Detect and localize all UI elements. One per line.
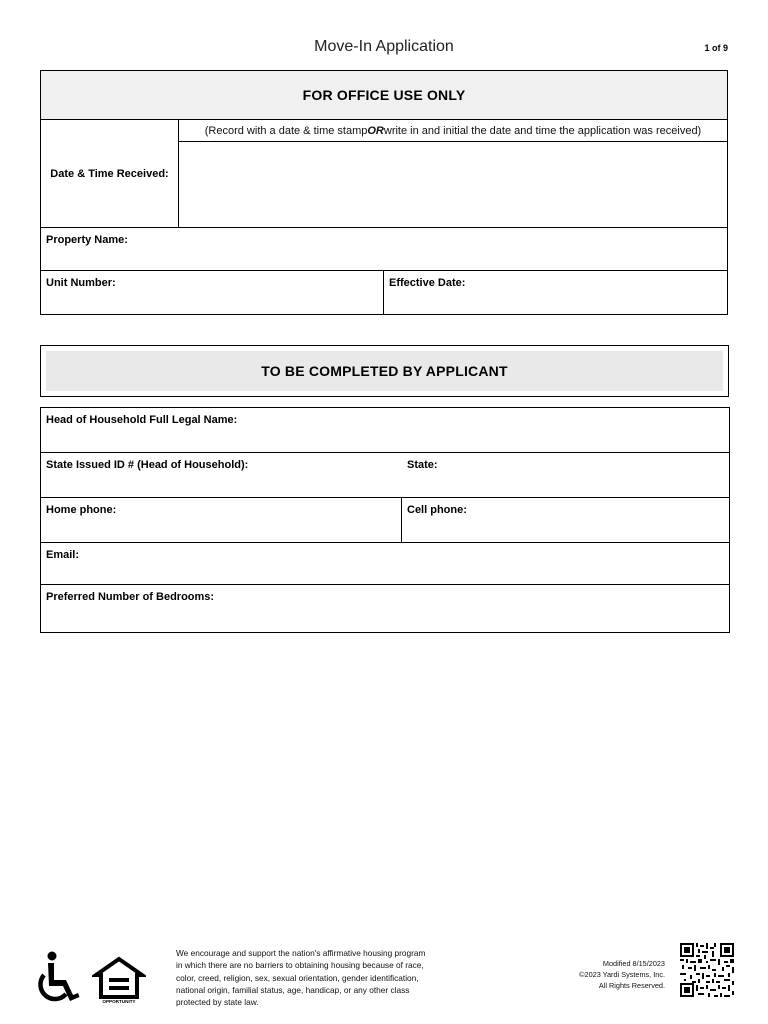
applicant-section-heading-box (40, 345, 729, 397)
effective-date-field[interactable] (384, 271, 727, 315)
date-time-instruction-before: (Record with a date & time stamp (204, 124, 368, 137)
rights-reserved: All Rights Reserved. (598, 981, 665, 990)
cell-phone-field[interactable] (402, 498, 729, 542)
equal-housing-caption-line1: EQUAL HOUSING (99, 994, 139, 999)
statement-line: in which there are no barriers to obtaining housing because of race, (176, 960, 424, 971)
equal-housing-caption-line2: OPPORTUNITY (102, 999, 136, 1004)
copyright: ©2023 Yardi Systems, Inc. (579, 970, 665, 979)
bedrooms-field[interactable] (41, 585, 729, 632)
state-id-field[interactable] (41, 453, 401, 497)
statement-line: color, creed, religion, sex, sexual orientation, gender identification, (176, 972, 419, 983)
applicant-form (40, 407, 730, 633)
statement-line: We encourage and support the nation's affirmative housing program (176, 948, 426, 958)
document-title: Move-In Application (314, 38, 454, 55)
bedrooms-label: Preferred Number of Bedrooms: (46, 591, 215, 603)
statement-line: national origin, familial status, age, handicap, or any other class (176, 984, 410, 995)
cell-phone-label: Cell phone: (407, 504, 467, 516)
fair-housing-statement (176, 947, 466, 1008)
property-name-field[interactable] (41, 228, 727, 271)
date-time-instruction-or: OR (367, 124, 384, 137)
qr-code-icon (680, 943, 734, 997)
date-time-received-field[interactable] (179, 142, 727, 228)
date-time-instruction (179, 120, 727, 142)
unit-effective-row (41, 271, 727, 315)
modified-date: Modified 8/15/2023 (602, 959, 665, 968)
home-phone-label: Home phone: (46, 504, 117, 516)
office-use-heading: FOR OFFICE USE ONLY (41, 71, 727, 120)
office-use-section (40, 70, 728, 315)
email-label: Email: (46, 549, 80, 561)
page-number: 1 of 9 (704, 43, 728, 53)
phone-row (41, 498, 729, 543)
applicant-section-heading: TO BE COMPLETED BY APPLICANT (46, 351, 723, 391)
copyright-block (579, 958, 665, 991)
home-phone-field[interactable] (41, 498, 402, 542)
state-id-label: State Issued ID # (Head of Household): (46, 459, 249, 471)
head-of-household-field[interactable] (41, 408, 729, 453)
email-field[interactable] (41, 543, 729, 585)
equal-housing-caption (92, 994, 146, 1004)
date-time-instruction-after: write in and initial the date and time the application was received) (383, 124, 702, 137)
effective-date-label: Effective Date: (389, 277, 466, 289)
unit-number-field[interactable] (41, 271, 384, 315)
wheelchair-accessibility-icon (32, 950, 80, 1006)
state-field[interactable] (402, 453, 729, 497)
state-label: State: (407, 459, 438, 471)
head-of-household-label: Head of Household Full Legal Name: (46, 414, 238, 426)
date-time-received-label: Date & Time Received: (41, 120, 179, 228)
state-id-row (41, 453, 729, 498)
statement-line: protected by state law. (176, 997, 259, 1008)
unit-number-label: Unit Number: (46, 277, 116, 289)
property-name-label: Property Name: (46, 234, 128, 246)
